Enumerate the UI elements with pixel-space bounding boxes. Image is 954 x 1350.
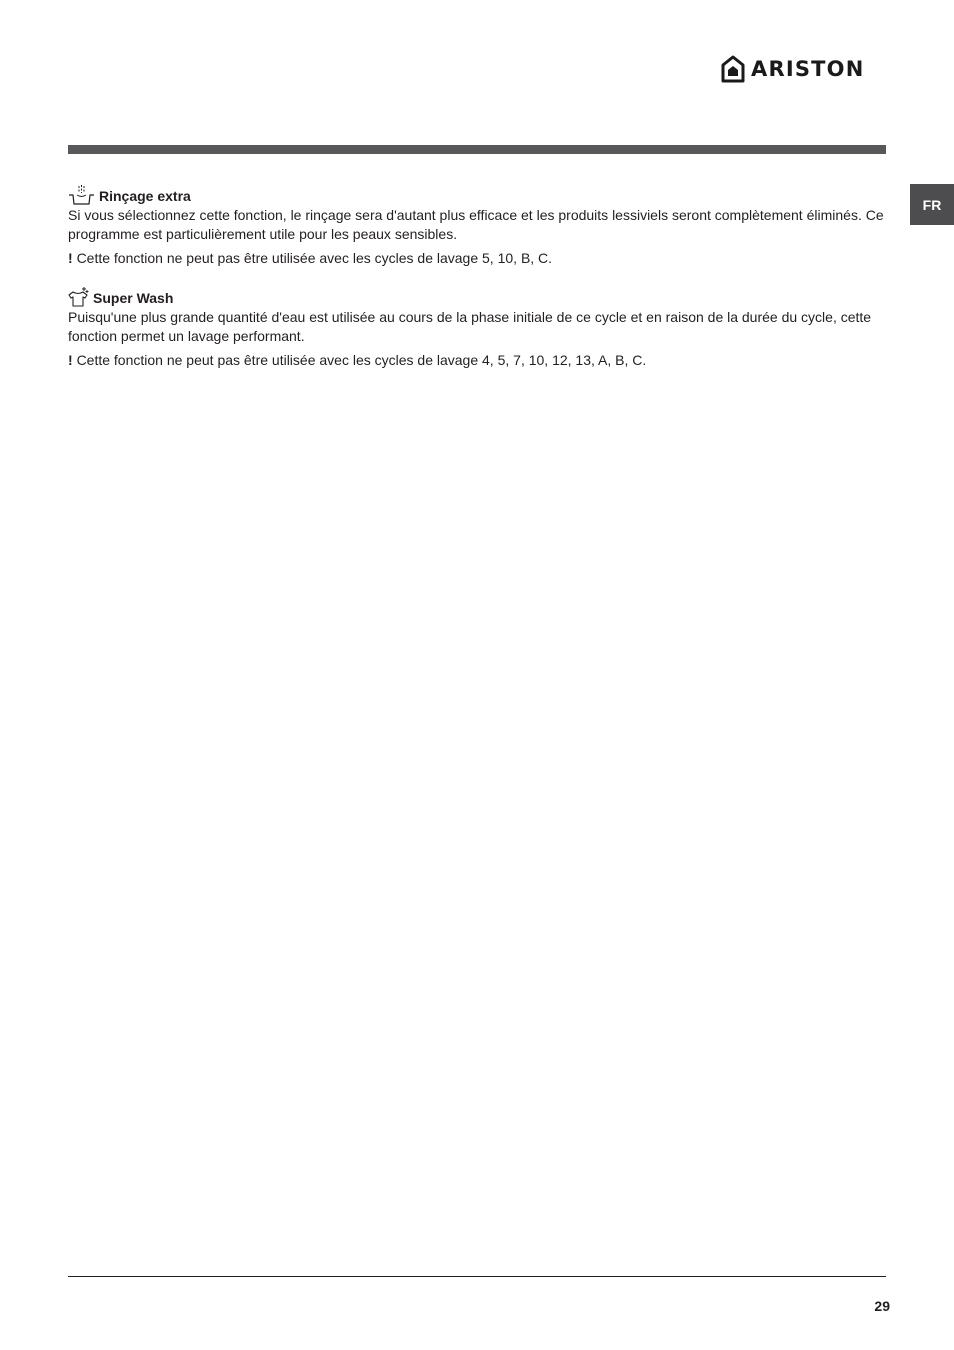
page-content [68, 183, 886, 370]
warning-text: Cette fonction ne peut pas être utilisée avec les cycles de lavage 5, 10, B, C. [76, 250, 553, 266]
warning-note [68, 249, 886, 268]
section-title: Super Wash [93, 290, 174, 306]
section-super-wash [68, 285, 886, 370]
section-title: Rinçage extra [99, 188, 191, 204]
section-rincage-extra [68, 183, 886, 268]
page-number: 29 [874, 1298, 890, 1314]
section-heading [68, 183, 886, 206]
brand-logo [721, 54, 887, 84]
rinse-basin-icon [68, 184, 95, 206]
header-rule [68, 145, 886, 154]
shirt-sparkle-icon [68, 286, 89, 308]
warning-text: Cette fonction ne peut pas être utilisée avec les cycles de lavage 4, 5, 7, 10, 12, 13, A, B, C. [76, 352, 647, 368]
section-heading [68, 285, 886, 308]
section-body: Puisqu'une plus grande quantité d'eau est utilisée au cours de la phase initiale de ce cycle et en raison de la durée du cycle, cette fonction permet un lavage performant. [68, 309, 872, 344]
warning-mark: ! [68, 352, 73, 368]
brand-name: ARISTON [751, 56, 865, 81]
warning-mark: ! [68, 250, 73, 266]
language-tab: FR [910, 184, 954, 225]
section-body: Si vous sélectionnez cette fonction, le rinçage sera d'autant plus efficace et les produits lessiviels seront complètement éliminés. Ce programme est particulièrement utile pour les peaux sensibles. [68, 207, 884, 242]
footer-rule [68, 1276, 886, 1277]
warning-note [68, 351, 886, 370]
house-outline-icon [721, 55, 745, 83]
